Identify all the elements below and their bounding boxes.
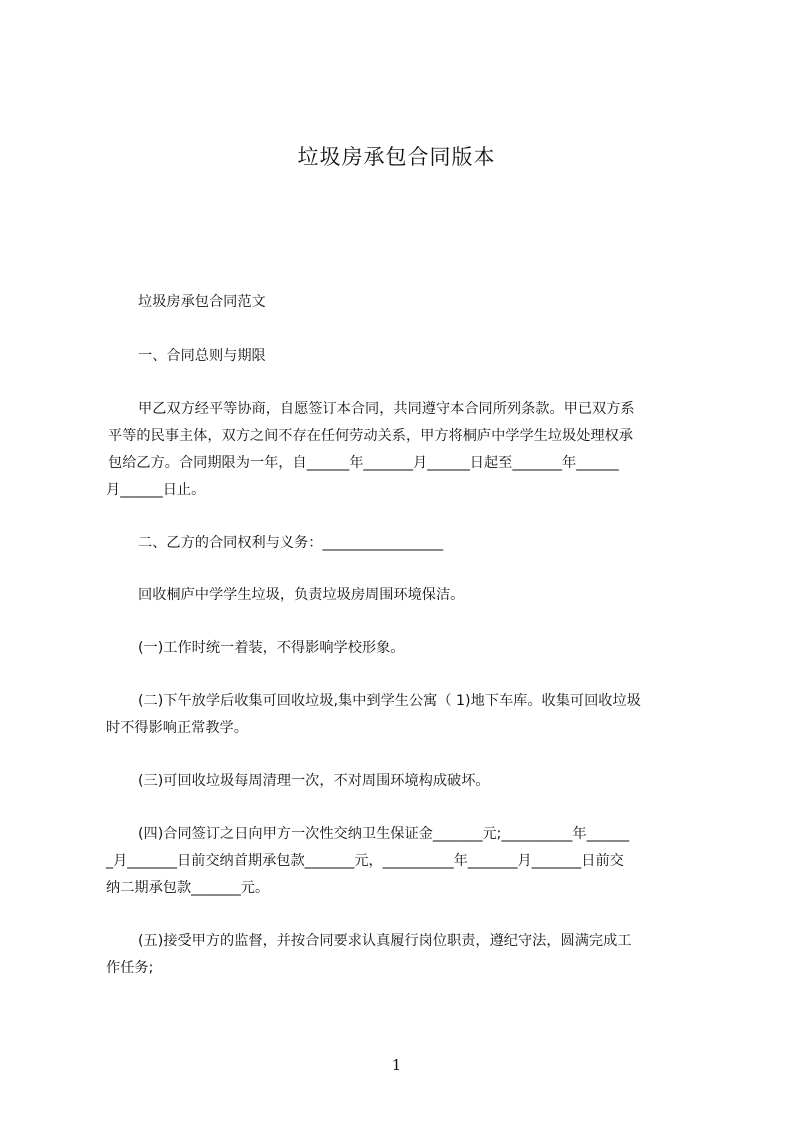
list-item: (四)合同签订之日向甲方一次性交纳卫生保证金_______元;__________年______ bbox=[138, 826, 630, 842]
document-title: 垃圾房承包合同版本 bbox=[297, 145, 496, 169]
paragraph-line: 回收桐庐中学学生垃圾，负责垃圾房周围环境保洁。 bbox=[138, 587, 465, 603]
paragraph-line: 包给乙方。合同期限为一年，自______年_______月______日起至_______年______ bbox=[108, 455, 619, 471]
list-item: (三)可回收垃圾每周清理一次，不对周围环境构成破坏。 bbox=[138, 773, 490, 789]
paragraph-line: 平等的民事主体，双方之间不存在任何劳动关系，甲方将桐庐中学学生垃圾处理权承 bbox=[108, 428, 633, 444]
paragraph-heading-sample: 垃圾房承包合同范文 bbox=[138, 294, 266, 310]
list-item: (一)工作时统一着装，不得影响学校形象。 bbox=[138, 640, 405, 656]
paragraph-line: 甲乙双方经平等协商，自愿签订本合同，共同遵守本合同所列条款。甲已双方系 bbox=[138, 401, 635, 417]
list-item-continuation: 作任务; bbox=[106, 960, 154, 976]
list-item-continuation: _月_______日前交纳首期承包款_______元，__________年_______月_______日前交 bbox=[106, 853, 624, 869]
page-number: 1 bbox=[391, 1056, 402, 1074]
list-item-continuation: 纳二期承包款_______元。 bbox=[106, 880, 270, 896]
list-item-continuation: 时不得影响正常教学。 bbox=[106, 720, 248, 736]
section-heading-1: 一、合同总则与期限 bbox=[138, 348, 266, 364]
paragraph-line: 月______日止。 bbox=[106, 482, 206, 498]
list-item: (五)接受甲方的监督，并按合同要求认真履行岗位职责，遵纪守法，圆满完成工 bbox=[138, 933, 632, 949]
section-heading-2: 二、乙方的合同权利与义务：_________________ bbox=[138, 535, 444, 551]
list-item: (二)下午放学后收集可回收垃圾,集中到学生公寓（ 1)地下车库。收集可回收垃圾 bbox=[138, 693, 641, 709]
